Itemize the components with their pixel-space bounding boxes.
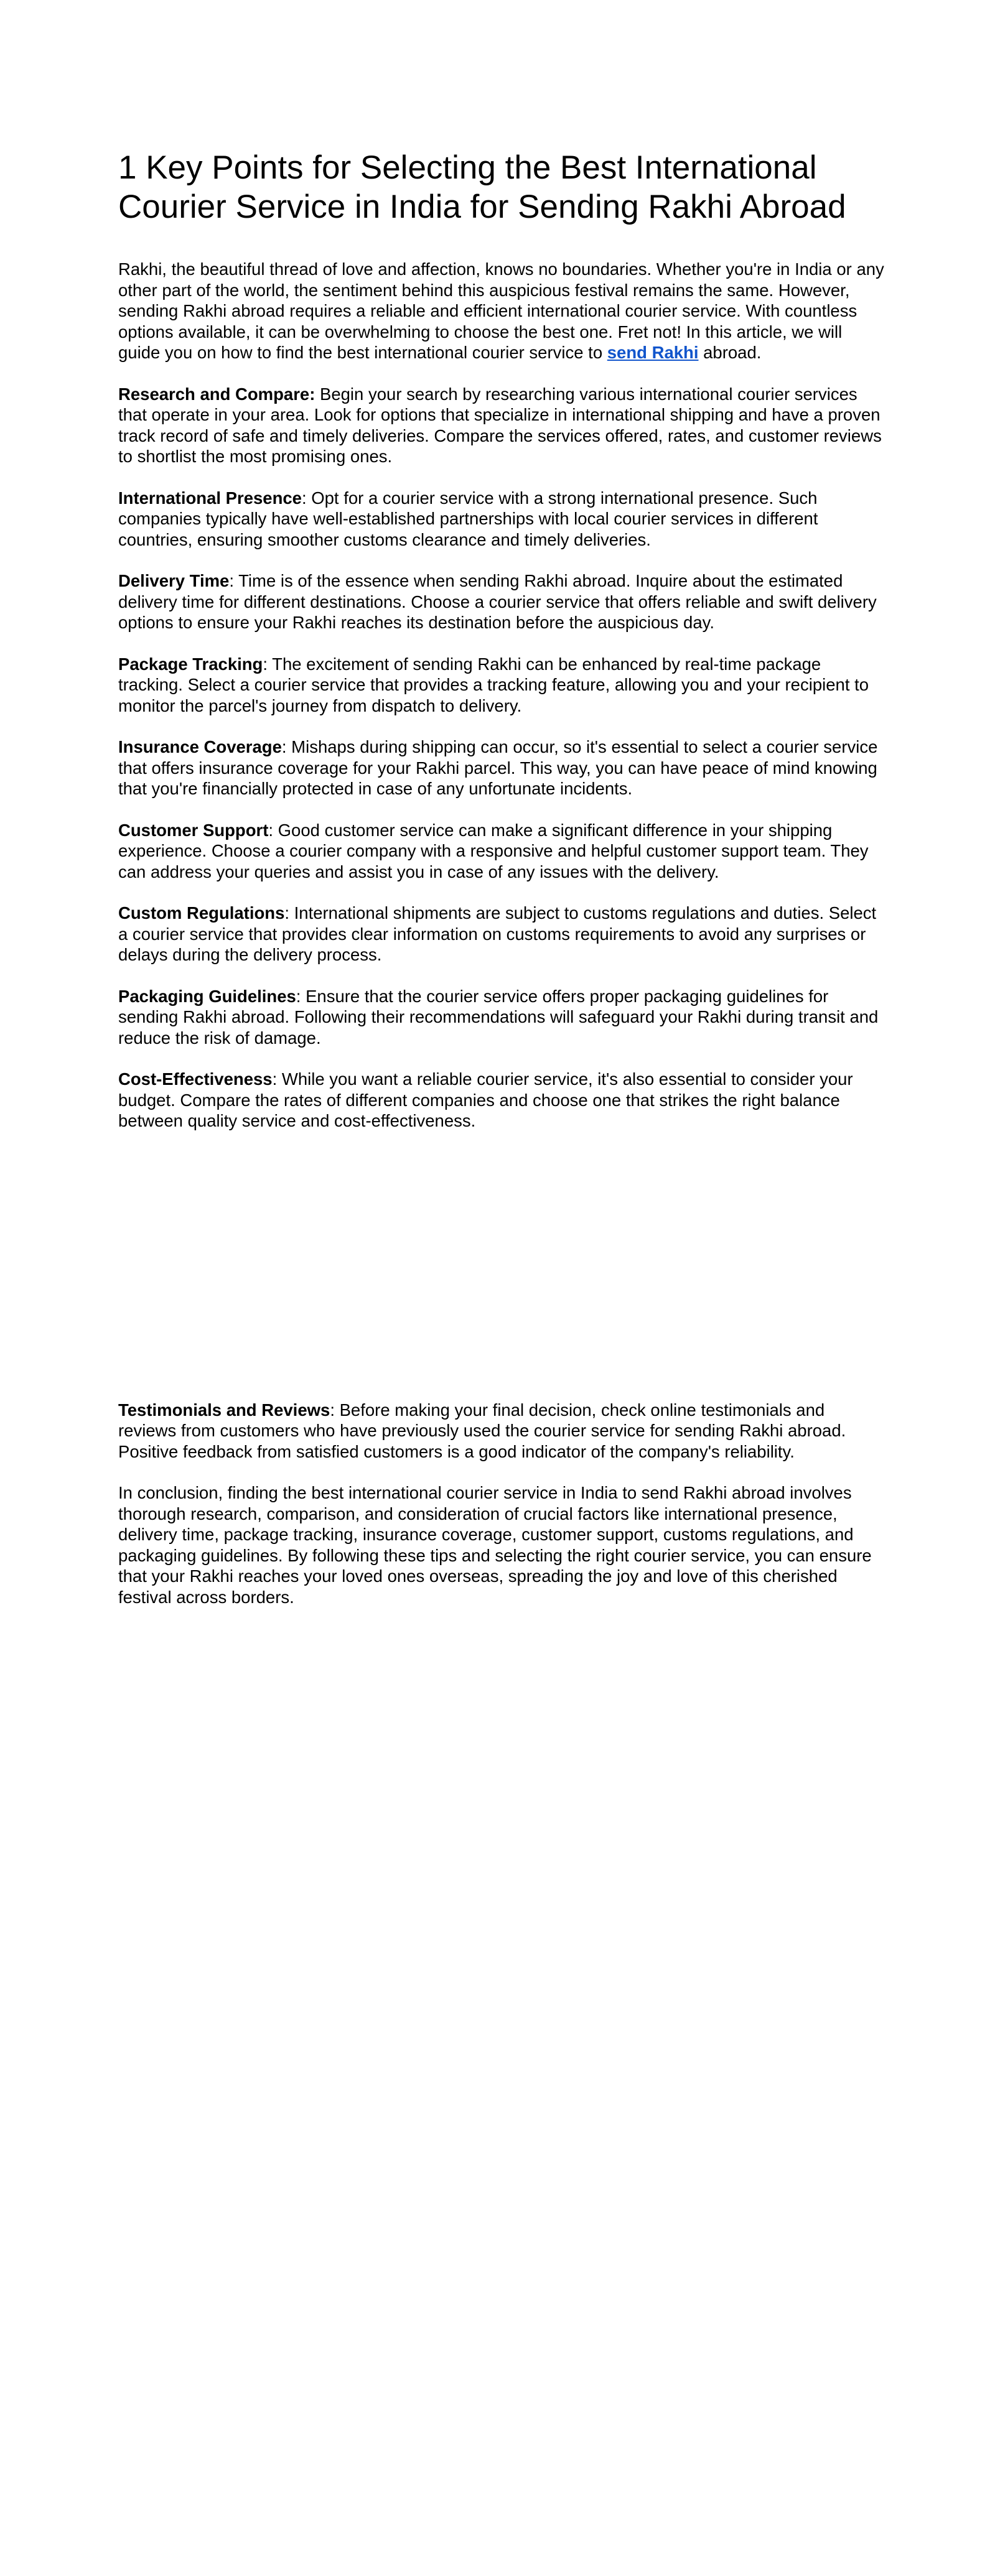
section-package-tracking [118,654,887,717]
section-packaging-guidelines [118,986,887,1049]
section-text: : The excitement of sending Rakhi can be enhanced by real-time package tracking. Select a courier service that provides a tracking feature, allowing you and your recipient to monitor the parcel's journey from dispatch to delivery. [118,654,869,715]
section-text: Begin your search by researching various international courier services that operate in your area. Look for options that specialize in international shipping and have a proven track record of safe and timely deliveries. Compare the services offered, rates, and customer reviews to shortlist the most promising ones. [118,384,882,466]
section-heading: Delivery Time [118,571,230,590]
conclusion-paragraph: In conclusion, finding the best international courier service in India to send Rakhi abroad involves thorough research, comparison, and consideration of crucial factors like international presence, delivery time, package tracking, insurance coverage, customer support, customs regulations, and packaging guidelines. By following these tips and selecting the right courier service, you can ensure that your Rakhi reaches your loved ones overseas, spreading the joy and love of this cherished festival across borders. [118,1483,872,1607]
section-cost-effectiveness [118,1069,887,1132]
blank-space [118,1152,887,1400]
section-custom-regulations [118,903,887,965]
section-text: : International shipments are subject to customs regulations and duties. Select a courier service that provides clear information on customs requirements to avoid any surprises or delays during the delivery process. [118,903,877,964]
section-heading: Cost-Effectiveness [118,1069,273,1089]
section-text: : Good customer service can make a significant difference in your shipping experience. Choose a courier company with a responsive and helpful customer support team. They can address your queries and assist you in case of any issues with the delivery. [118,820,869,881]
intro-text: Rakhi, the beautiful thread of love and affection, knows no boundaries. Whether you're in India or any other part of the world, the sentiment behind this auspicious festival remains the same. However, sending Rakhi abroad requires a reliable and efficient international courier service. With countless options available, it can be overwhelming to choose the best one. Fret not! In this article, we will guide you on how to find the best international courier service to [118,259,884,362]
section-text: : While you want a reliable courier service, it's also essential to consider your budget. Compare the rates of different companies and choose one that strikes the right balance between quality service and cost-effectiveness. [118,1069,853,1130]
section-heading: Package Tracking [118,654,263,674]
section-heading: Packaging Guidelines [118,986,296,1006]
section-research [118,384,887,467]
section-heading: Testimonials and Reviews [118,1400,330,1420]
section-heading: International Presence [118,488,302,508]
section-customer-support [118,820,887,883]
section-testimonials [118,1400,887,1462]
section-heading: Custom Regulations [118,903,285,923]
section-international-presence [118,488,887,551]
section-heading: Research and Compare: [118,384,315,404]
section-text: : Before making your final decision, check online testimonials and reviews from customers who have previously used the courier service for sending Rakhi abroad. Positive feedback from satisfied customers is a good indicator of the company's reliability. [118,1400,846,1461]
intro-text-end: abroad. [698,343,762,362]
section-heading: Insurance Coverage [118,737,282,756]
section-heading: Customer Support [118,820,269,840]
section-delivery-time [118,570,887,633]
document-page [118,148,887,1628]
document-title: 1 Key Points for Selecting the Best International Courier Service in India for Sending Rakhi Abroad [118,149,846,225]
section-text: : Mishaps during shipping can occur, so it's essential to select a courier service that offers insurance coverage for your Rakhi parcel. This way, you can have peace of mind knowing that you're financially protected in case of any unfortunate incidents. [118,737,878,798]
section-insurance-coverage [118,737,887,799]
section-text: : Ensure that the courier service offers proper packaging guidelines for sending Rakhi abroad. Following their recommendations will safeguard your Rakhi during transit and reduce the risk of damage. [118,986,879,1048]
section-text: : Time is of the essence when sending Rakhi abroad. Inquire about the estimated delivery time for different destinations. Choose a courier service that offers reliable and swift delivery options to ensure your Rakhi reaches its destination before the auspicious day. [118,571,877,632]
section-text: : Opt for a courier service with a strong international presence. Such companies typically have well-established partnerships with local courier services in different countries, ensuring smoother customs clearance and timely deliveries. [118,488,818,549]
send-rakhi-link[interactable]: send Rakhi [607,343,699,362]
intro-paragraph [118,259,887,363]
